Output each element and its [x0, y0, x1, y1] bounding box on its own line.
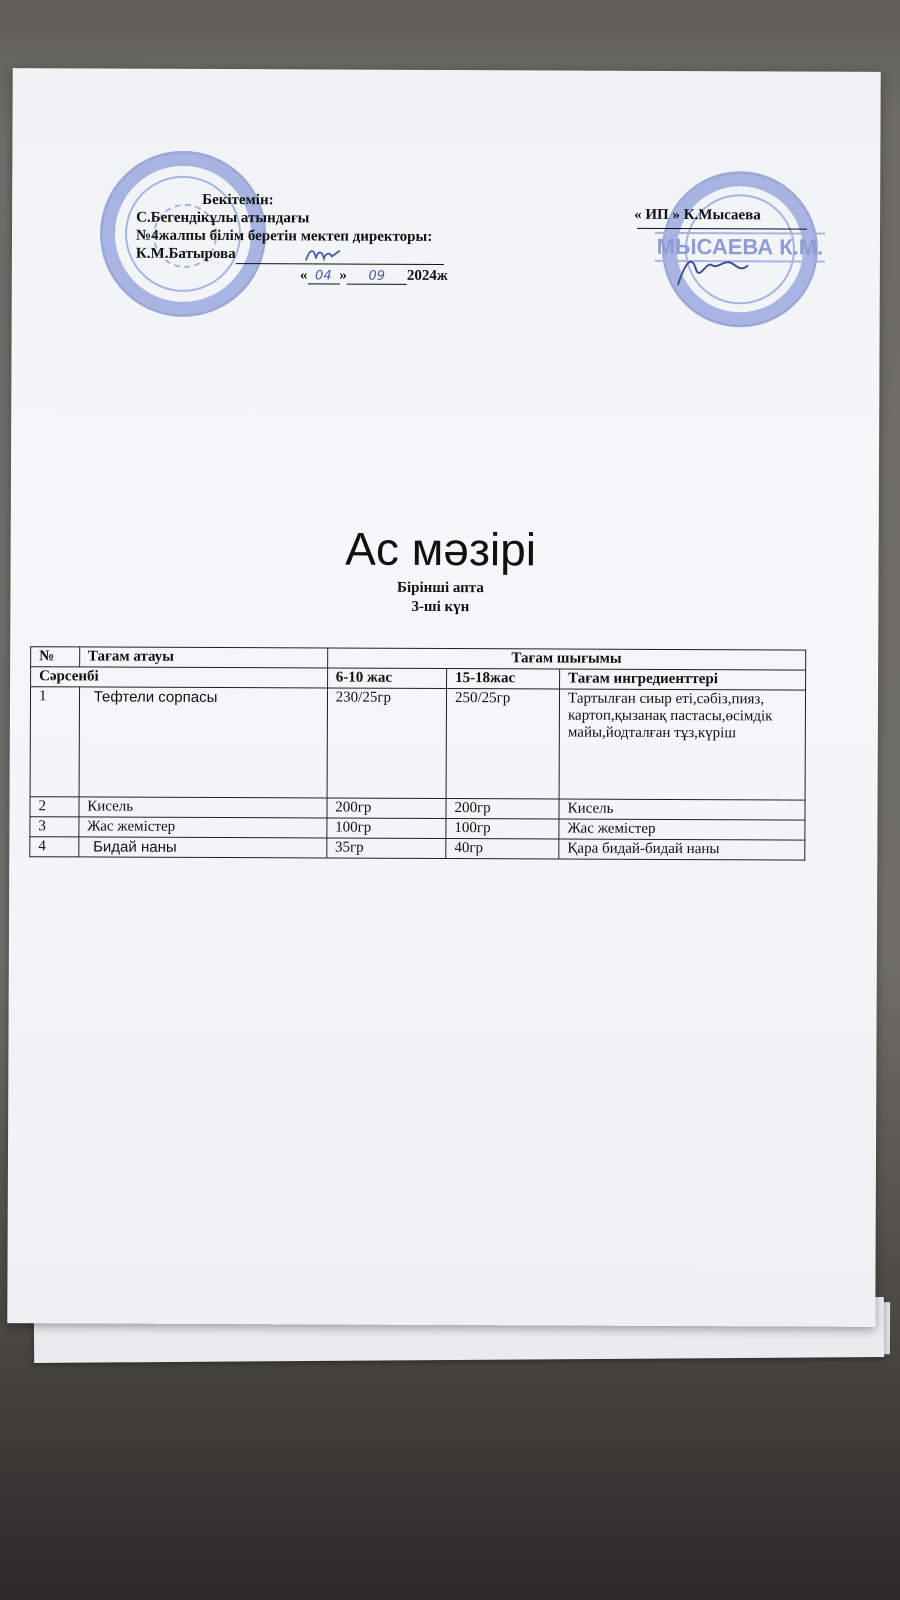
date-quote-close: »: [339, 267, 347, 284]
header-age-15-18: 15-18жас: [447, 669, 560, 689]
header-age-6-10: 6-10 жас: [327, 668, 446, 689]
supplier-line: « ИП » К.Мысаева: [634, 206, 761, 224]
row-age-6-10: 200гр: [327, 798, 446, 819]
table-row: [30, 837, 805, 860]
school-line-1: С.Бегендікұлы атындағы: [136, 209, 310, 227]
supplier-seal-stamp: [656, 171, 824, 328]
date-quote-open: «: [299, 267, 308, 284]
row-age-6-10: 230/25гр: [327, 688, 447, 799]
table-row: [30, 687, 805, 800]
week-subtitle: Бірінші апта: [397, 579, 484, 597]
row-no: 2: [30, 797, 79, 817]
row-age-6-10: 100гр: [327, 818, 446, 839]
day-subtitle: 3-ші күн: [411, 598, 470, 616]
date-month: 09: [347, 269, 407, 285]
date-year: 2024ж: [406, 267, 448, 285]
row-ingredients: Кисель: [559, 799, 805, 820]
approval-date: [300, 267, 448, 285]
header-no: №: [31, 647, 80, 667]
row-dish-name: Тефтели сорпасы: [79, 687, 327, 798]
row-age-6-10: 35гр: [327, 838, 446, 859]
row-age-15-18: 200гр: [446, 799, 559, 819]
row-dish-name: Кисель: [79, 797, 327, 818]
row-age-15-18: 100гр: [446, 819, 559, 839]
page-title: Ас мәзірі: [345, 522, 537, 576]
director-text: К.М.Батырова: [135, 245, 236, 263]
menu-table: [29, 646, 806, 860]
approval-block: [136, 191, 444, 265]
supplier-signature: [672, 251, 752, 291]
row-no: 1: [30, 687, 79, 797]
approved-label: Бекітемін:: [202, 191, 274, 209]
row-dish-name: Бидай наны: [79, 837, 327, 858]
row-dish-name: Жас жемістер: [79, 817, 327, 838]
date-day: 04: [307, 268, 339, 284]
row-ingredients: Жас жемістер: [559, 819, 805, 840]
school-line-2: №4жалпы білім беретін мектеп директоры:: [135, 227, 433, 245]
director-name: [136, 245, 444, 265]
row-ingredients: Қара бидай-бидай наны: [559, 839, 805, 860]
seal-name-text: МЫСАЕВА К.М.: [655, 232, 825, 263]
director-signature: [304, 244, 344, 266]
menu-document: [7, 68, 880, 1327]
row-no: 4: [30, 837, 79, 857]
row-no: 3: [30, 817, 79, 837]
header-output: Тағам шығымы: [327, 648, 805, 670]
row-age-15-18: 250/25гр: [446, 689, 560, 799]
row-ingredients: Тартылған сиыр еті,сәбіз,пияз, картоп,қызанақ пастасы,өсімдік майы,йодталған тұз,күріш: [559, 689, 805, 800]
row-age-15-18: 40гр: [446, 839, 559, 859]
day-name: Сәрсенбі: [31, 667, 328, 688]
header-ingredients: Тағам ингредиенттері: [560, 669, 806, 690]
header-dish-name: Тағам атауы: [79, 647, 327, 668]
